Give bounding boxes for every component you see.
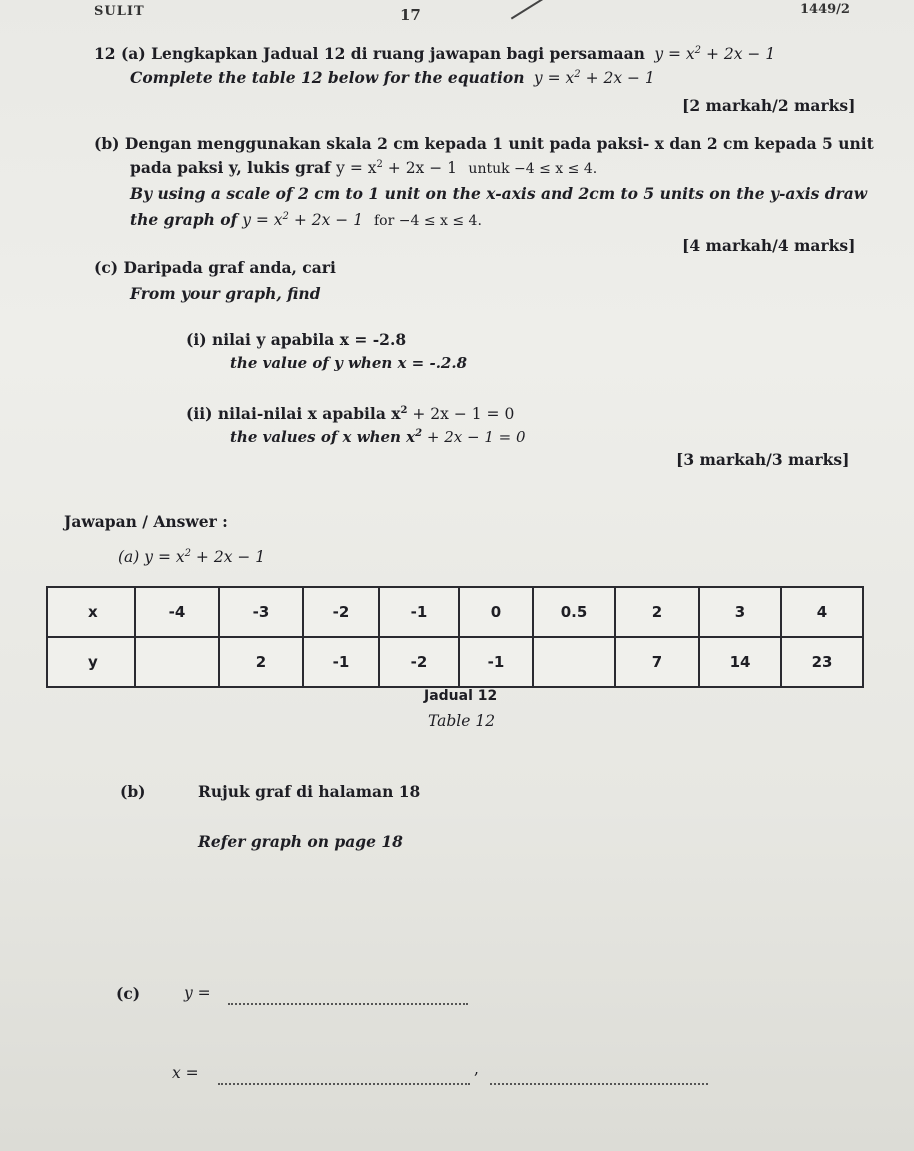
question-12c-i-english: the value of y when x = -.2.8 — [230, 354, 468, 372]
y-cell: 2 — [219, 637, 303, 687]
y-cell: 23 — [781, 637, 863, 687]
table-row-y — [47, 637, 863, 687]
x-cell: 0 — [459, 587, 533, 637]
y-cell: 14 — [699, 637, 781, 687]
table-row-x — [47, 587, 863, 637]
x-cell: 4 — [781, 587, 863, 637]
question-12c-malay: (c) Daripada graf anda, cari — [94, 258, 336, 277]
y-cell: 7 — [615, 637, 699, 687]
answer-b-label: (b) — [120, 782, 146, 801]
question-12c-ii-malay: (ii) nilai-nilai x apabila $x^2 + 2x - 1 = 0$ — [186, 404, 515, 423]
question-12a-malay: 12 (a) Lengkapkan Jadual 12 di ruang jawapan bagi persamaan $y = x^2 + 2x - 1$ — [94, 44, 776, 63]
question-12b-english-line2: the graph of $y = x^2 + 2x - 1$ for −4 ≤ x ≤ 4. — [130, 210, 482, 229]
x-cell: -4 — [135, 587, 219, 637]
answer-c-x-line-1[interactable] — [218, 1070, 470, 1089]
table-caption-malay: Jadual 12 — [424, 688, 498, 704]
x-cell: 0.5 — [533, 587, 615, 637]
table-12 — [46, 586, 864, 688]
answer-c-x-line-2[interactable] — [490, 1070, 708, 1089]
marks-12a: [2 markah/2 marks] — [682, 96, 856, 115]
answer-c-y-line[interactable] — [228, 990, 468, 1009]
question-12a-english: Complete the table 12 below for the equation $y = x^2 + 2x - 1$ — [130, 68, 655, 87]
pen-stroke — [511, 0, 549, 20]
question-12c-i-malay: (i) nilai y apabila x = -2.8 — [186, 330, 407, 349]
x-cell: 2 — [615, 587, 699, 637]
table-caption-english: Table 12 — [428, 712, 496, 730]
question-12b-english-line1: By using a scale of 2 cm to 1 unit on the x-axis and 2cm to 5 units on the y-axis draw — [130, 184, 868, 203]
y-cell: -1 — [303, 637, 379, 687]
x-cell: -3 — [219, 587, 303, 637]
x-cell: -1 — [379, 587, 459, 637]
answer-a-equation: (a) $y = x^2 + 2x - 1$ — [118, 547, 266, 566]
answer-heading: Jawapan / Answer : — [64, 512, 228, 531]
y-cell-blank[interactable] — [135, 637, 219, 687]
paper-code: 1449/2 — [800, 2, 850, 17]
x-cell: -2 — [303, 587, 379, 637]
y-cell: -2 — [379, 637, 459, 687]
answer-c-y-label: y = — [184, 984, 211, 1002]
marks-12b: [4 markah/4 marks] — [682, 236, 856, 255]
page-number: 17 — [400, 6, 421, 24]
header-sulit: SULIT — [94, 4, 145, 19]
marks-12c: [3 markah/3 marks] — [676, 450, 850, 469]
x-label: x — [47, 587, 135, 637]
answer-b-english: Refer graph on page 18 — [198, 832, 403, 851]
question-12b-malay-line2: pada paksi y, lukis graf $y = x^2 + 2x - 1$ untuk −4 ≤ x ≤ 4. — [130, 158, 598, 177]
y-label: y — [47, 637, 135, 687]
y-cell-blank[interactable] — [533, 637, 615, 687]
y-cell: -1 — [459, 637, 533, 687]
question-12c-ii-english: the values of x when $x^2 + 2x - 1 = 0$ — [230, 428, 526, 446]
answer-c-label: (c) — [116, 984, 141, 1003]
question-12b-malay-line1: (b) Dengan menggunakan skala 2 cm kepada 1 unit pada paksi- x dan 2 cm kepada 5 unit — [94, 134, 874, 153]
x-cell: 3 — [699, 587, 781, 637]
answer-c-x-label: x = — [172, 1064, 199, 1082]
answer-c-comma: , — [474, 1060, 479, 1078]
answer-b-malay: Rujuk graf di halaman 18 — [198, 782, 421, 801]
question-12c-english: From your graph, find — [130, 284, 321, 303]
